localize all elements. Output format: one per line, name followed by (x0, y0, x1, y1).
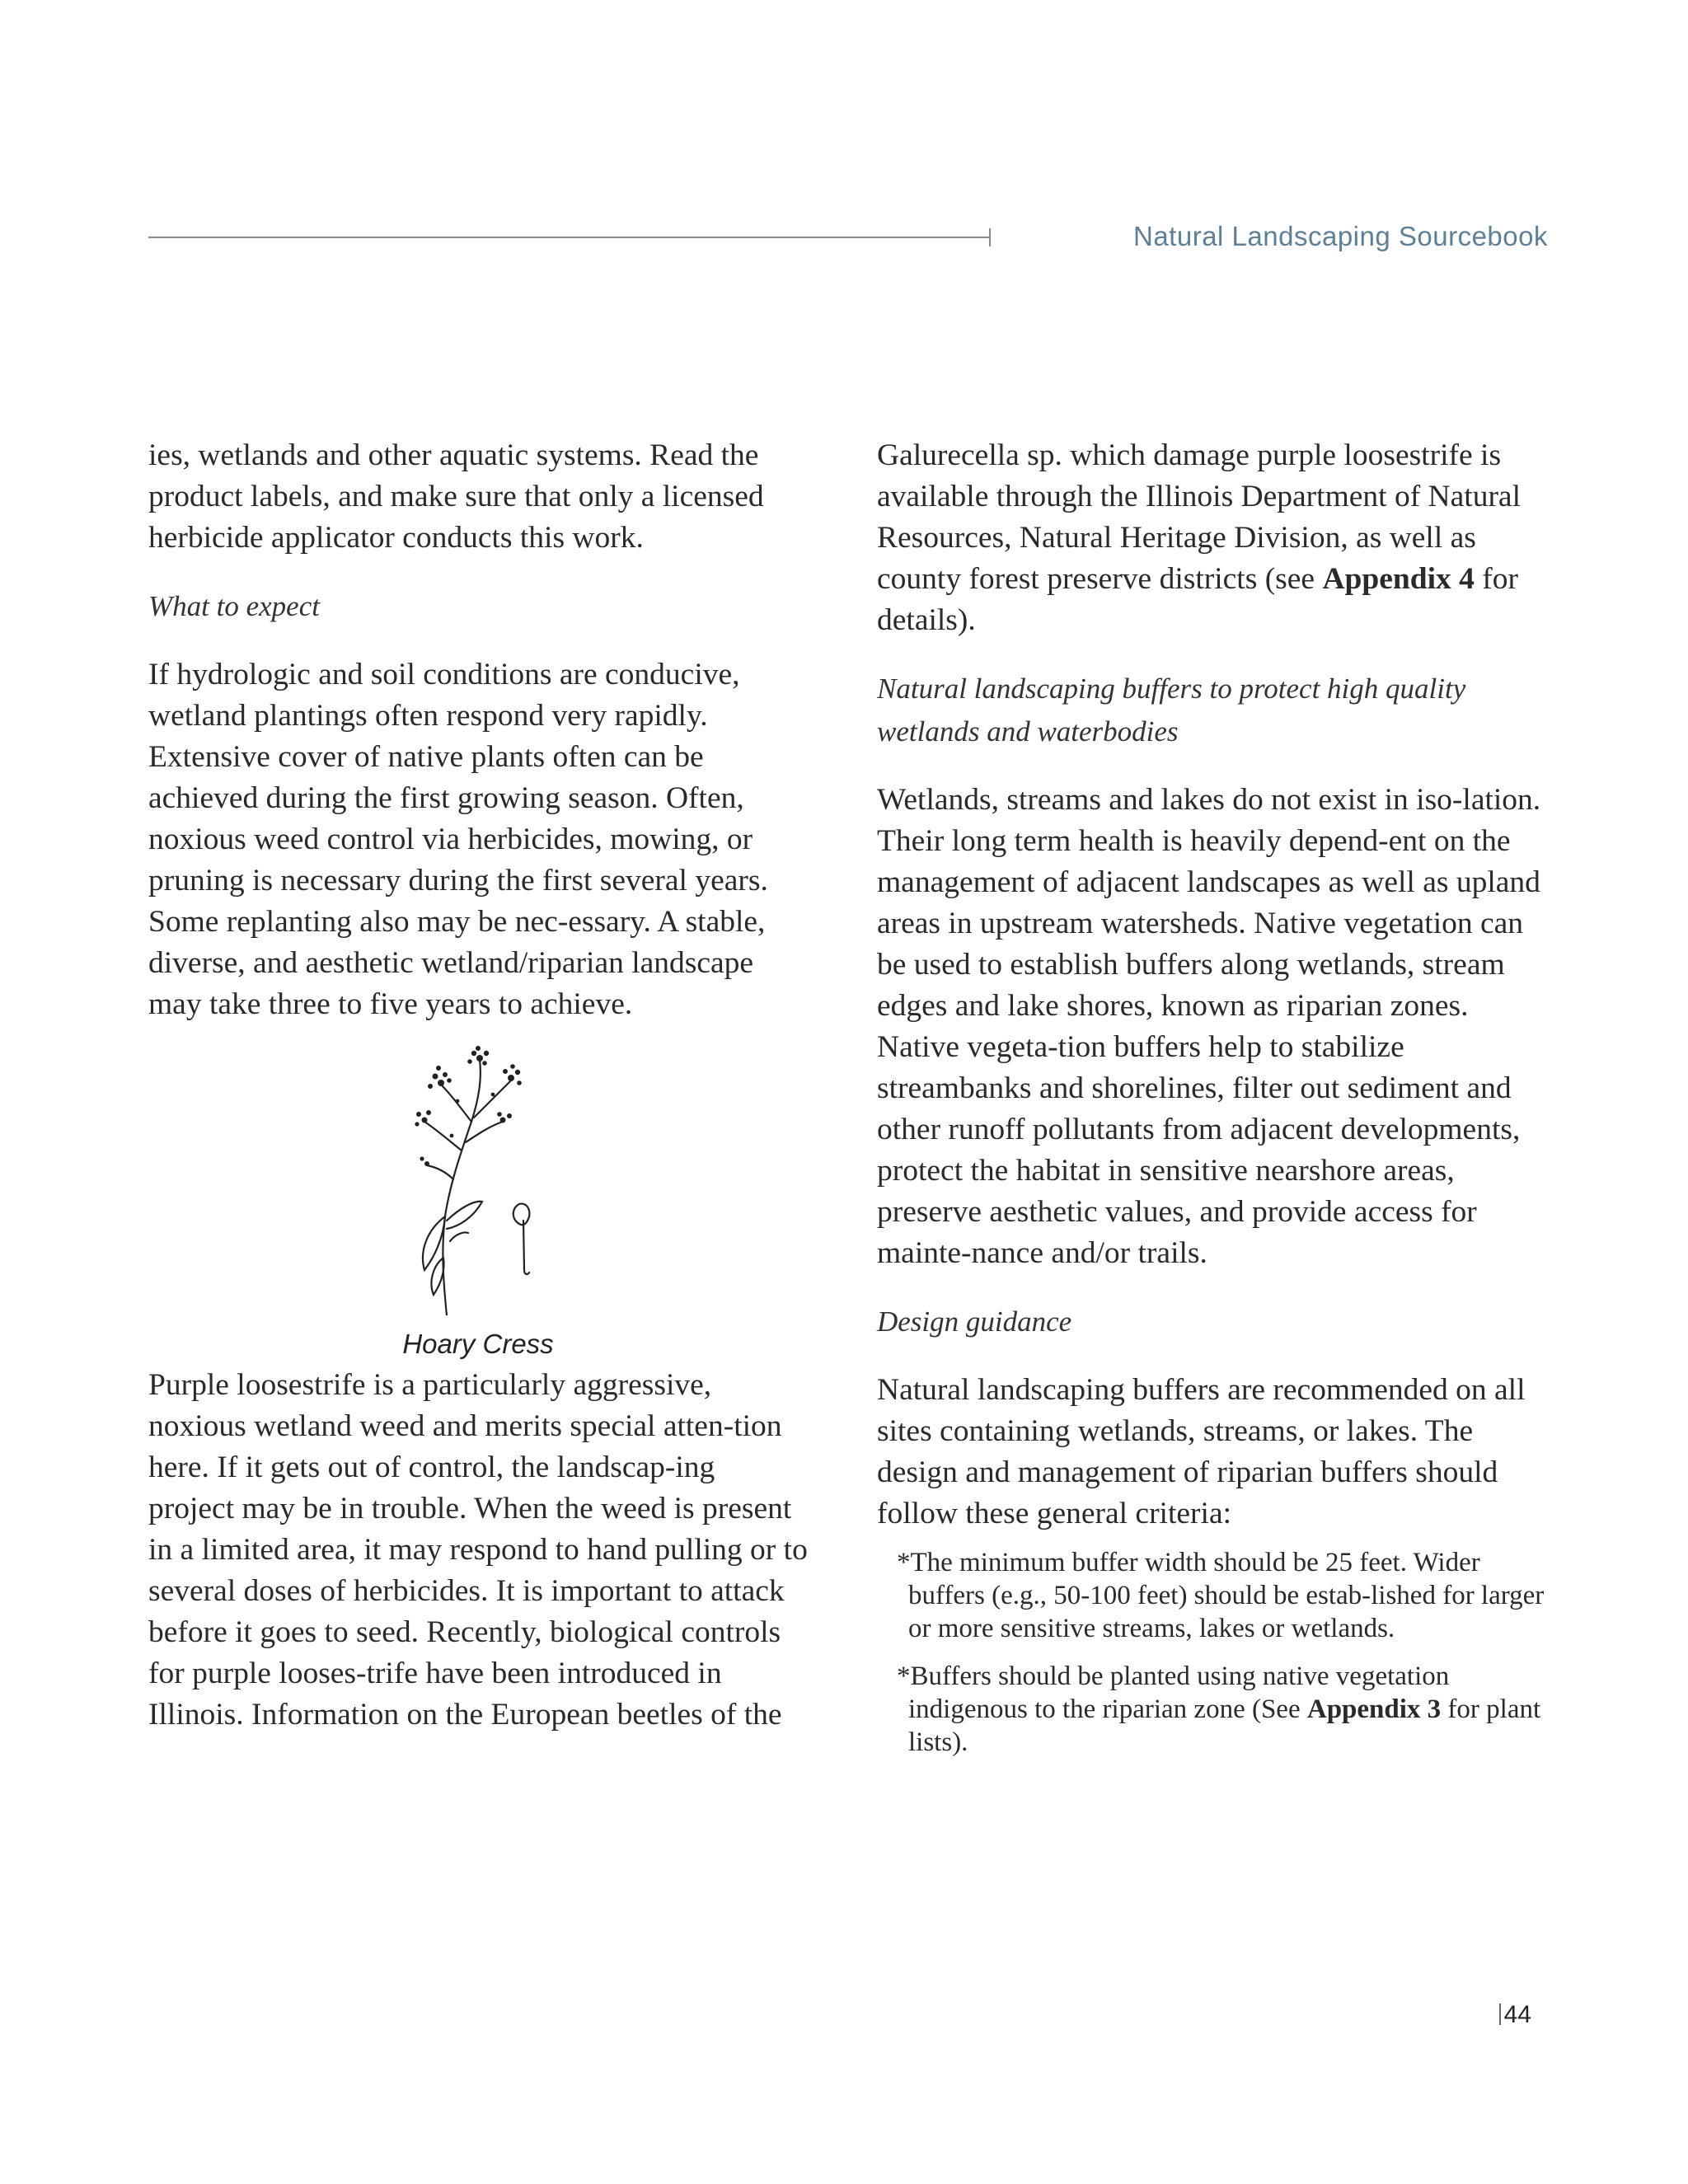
bullet-2-end: for plant lists). (908, 1694, 1541, 1757)
header-rule-tick (989, 228, 991, 246)
appendix-3-reference: Appendix 3 (1306, 1694, 1442, 1724)
subhead-natural-landscaping-buffers: Natural landscaping buffers to protect high quality wetlands and waterbodies (877, 673, 1466, 748)
appendix-4-reference: Appendix 4 (1322, 562, 1475, 596)
right-paragraph-2: Wetlands, streams and lakes do not exist in iso-lation. Their long term health is heavily depend-ent on the management of adjacent landscapes as well as upland areas in upstream watersheds. Native vegetation can be used to establish buffers along wetlands, stream edges and lake shores, known as riparian zones. Native vegeta-tion buffers help to stabilize streambanks and shorelines, filter out sediment and other runoff pollutants from adjacent developments, protect the habitat in sensitive nearshore areas, preserve aesthetic values, and provide access for mainte-nance and/or trails. (877, 783, 1541, 1270)
right-paragraph-3: Natural landscaping buffers are recommended on all sites containing wetlands, streams, or lakes. The design and management of riparian buffers should follow these general criteria: (877, 1373, 1526, 1530)
figure-caption: Hoary Cress (402, 1329, 554, 1359)
right-paragraph-1-text: Galurecella sp. which damage purple loosestrife is available through the Illinois Department of Natural Resources, Natural Heritage Division, as well as county forest preserve districts (see (877, 438, 1521, 596)
right-column (877, 435, 1545, 1759)
page-number-text: 44 (1503, 2001, 1531, 2028)
bullet-native-vegetation (877, 1660, 1545, 1759)
left-column (148, 435, 808, 1736)
bullet-buffer-width: *The minimum buffer width should be 25 feet. Wider buffers (e.g., 50-100 feet) should be estab-lished for larger or more sensitive streams, lakes or wetlands. (897, 1548, 1545, 1643)
hoary-cress-illustration-icon (396, 1043, 560, 1315)
folio-bar (1499, 2004, 1501, 2025)
page-number (1499, 2001, 1531, 2029)
left-paragraph-2: If hydrologic and soil conditions are conducive, wetland plantings often respond very rapidly. Extensive cover of native plants often can be achieved during the first growing season. Often, noxious weed control via herbicides, mowing, or pruning is necessary during the first several years. Some replanting also may be nec-essary. A stable, diverse, and aesthetic wetland/riparian landscape may take three to five years to achieve. (148, 658, 768, 1021)
running-head: Natural Landscaping Sourcebook (1133, 221, 1548, 251)
left-paragraph-1: ies, wetlands and other aquatic systems. Read the product labels, and make sure that only a licensed herbicide applicator conducts this work. (148, 438, 764, 555)
right-paragraph-1-end: for details). (877, 562, 1518, 637)
right-paragraph-1 (877, 435, 1545, 641)
hoary-cress-figure (148, 1043, 808, 1365)
subhead-what-to-expect: What to expect (148, 590, 320, 622)
left-paragraph-3: Purple loosestrife is a particularly aggressive, noxious wetland weed and merits special atten-tion here. If it gets out of control, the landscap-ing project may be in trouble. When the weed is present in a limited area, it may respond to hand pulling or to several doses of herbicides. It is important to attack before it goes to seed. Recently, biological controls for purple looses-trife have been introduced in Illinois. Information on the European beetles of the (148, 1368, 808, 1732)
bullet-2-text: *Buffers should be planted using native vegetation indigenous to the riparian zone (See (897, 1661, 1450, 1724)
header-rule (148, 237, 989, 238)
subhead-design-guidance: Design guidance (877, 1305, 1072, 1338)
